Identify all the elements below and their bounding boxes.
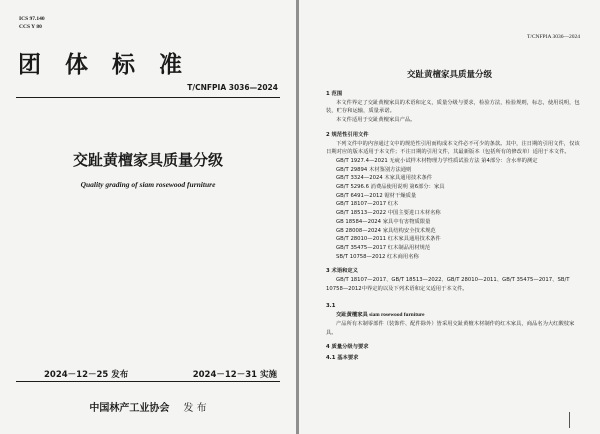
section-2-heading: 2 规范性引用文件 bbox=[326, 131, 369, 138]
content-page bbox=[299, 0, 600, 434]
reference-item: GB 28008—2024 家具结构安全技术规范 bbox=[336, 227, 436, 234]
reference-item: GB/T 29894 木材鉴别方法通则 bbox=[336, 166, 412, 173]
section-1-heading: 1 范围 bbox=[326, 91, 343, 97]
top-divider bbox=[16, 97, 280, 98]
cover-page bbox=[0, 0, 296, 434]
term-name: 交趾黄檀家具 siam rosewood furniture bbox=[336, 312, 425, 319]
section-1-paragraph: 本文件适用于交趾黄檀家具产品。 bbox=[336, 117, 416, 124]
page-edge-mark bbox=[569, 412, 570, 428]
standard-number: T/CNFPIA 3036—2024 bbox=[187, 83, 278, 92]
section-3-paragraph: GB/T 18107—2017、GB/T 18513—2022、GB/T 28010—2011、GB/T 35475—2017、SB/T 10758—2012中界定的以及下列术语和定义适用于本文件。 bbox=[326, 277, 570, 292]
content-title: 交趾黄檀家具质量分级 bbox=[406, 70, 492, 80]
section-3-heading: 3 术语和定义 bbox=[326, 268, 359, 275]
section-4-heading: 4 质量分级与要求 bbox=[326, 344, 369, 351]
section-2-paragraph: 下列文件中的内容通过文中的规范性引用而构成本文件必不可少的条款。其中，注日期的引用文件，仅该日期对应的版本适用于本文件；不注日期的引用文件，其最新版本（包括所有的修改单）适用于本文件。 bbox=[326, 140, 580, 156]
publisher-line bbox=[0, 399, 296, 414]
ccs-code: CCS Y 80 bbox=[19, 24, 42, 30]
implement-date: 2024－12－31 实施 bbox=[192, 370, 277, 380]
ics-code: ICS 97.140 bbox=[19, 16, 45, 22]
section-1-paragraph: 本文件界定了交趾黄檀家具的术语和定义，质量分级与要求，检验方法，检验规则，标志，使用说明，包装，贮存和运输，质量承诺。 bbox=[326, 99, 580, 115]
reference-item: GB/T 1927.4—2021 无疵小试样木材物理力学性质试验方法 第4部分：含水率的测定 bbox=[336, 157, 538, 164]
publisher-name: 中国林产工业协会 bbox=[89, 403, 170, 414]
term-number: 3.1 bbox=[326, 303, 336, 310]
section-4-1-heading: 4.1 基本要求 bbox=[326, 354, 359, 361]
reference-item: GB/T 5296.6 消费品使用说明 第6部分：家具 bbox=[336, 184, 445, 191]
reference-item: GB/T 18513—2022 中国主要进口木材名称 bbox=[336, 210, 441, 217]
publish-date: 2024－12－25 发布 bbox=[44, 370, 129, 380]
reference-item: SB/T 10758—2012 红木商用名称 bbox=[336, 253, 419, 260]
reference-item: GB/T 18107—2017 红木 bbox=[336, 201, 399, 208]
publisher-verb: 发 布 bbox=[183, 403, 207, 414]
reference-item: GB 18584—2024 家具中有害物质限量 bbox=[336, 218, 431, 225]
content-body bbox=[326, 90, 582, 363]
reference-item: GB/T 3324—2024 木家具通用技术条件 bbox=[336, 175, 433, 182]
standard-type-title: 团体标准 bbox=[18, 52, 206, 78]
bottom-divider bbox=[16, 381, 280, 382]
reference-item: GB/T 6491—2012 锯材干燥质量 bbox=[336, 192, 417, 199]
reference-item: GB/T 28010—2011 红木家具通用技术条件 bbox=[336, 236, 441, 243]
page-header-code: T/CNFPIA 3036—2024 bbox=[526, 34, 580, 40]
reference-item: GB/T 35475—2017 红木制品用材规范 bbox=[336, 244, 431, 251]
document-title: 交趾黄檀家具质量分级 bbox=[72, 151, 223, 169]
term-definition: 产品所有木制零部件（装饰件、配件除外）皆采用交趾黄檀木材制作的红木家具，商品名为大红酸枝家具。 bbox=[326, 320, 575, 336]
document-title-english: Quality grading of siam rosewood furniture bbox=[80, 180, 216, 189]
